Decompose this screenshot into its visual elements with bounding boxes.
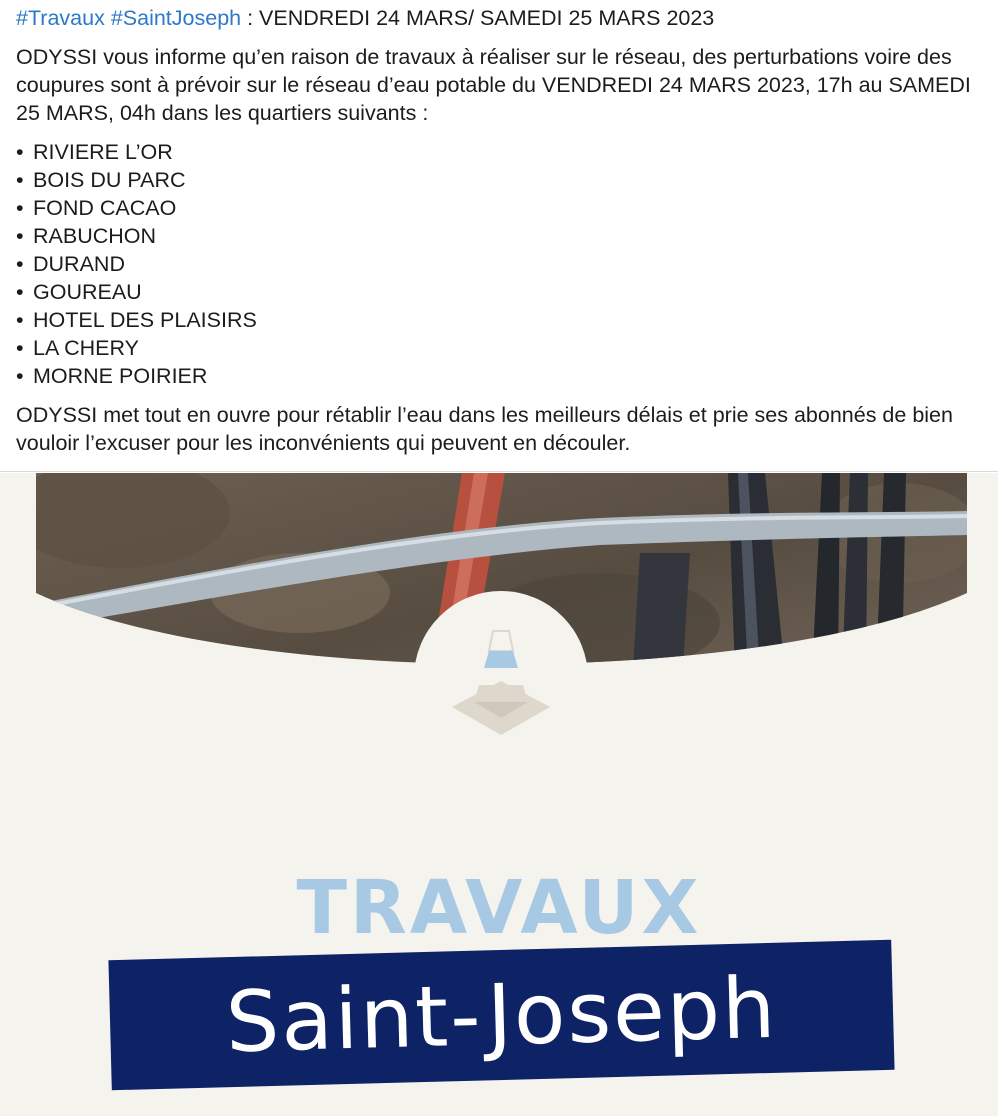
banner-text: Saint-Joseph xyxy=(224,958,779,1072)
list-item: • BOIS DU PARC xyxy=(16,168,186,192)
bullet: • xyxy=(16,308,24,332)
travaux-title: TRAVAUX xyxy=(296,865,702,951)
list-item: • FOND CACAO xyxy=(16,196,177,220)
closing-paragraph: ODYSSI met tout en ouvre pour rétablir l’eau dans les meilleurs délais et prie ses abonnés de bien vouloir l’excuser pour les inconvénients qui peuvent en découler. xyxy=(16,403,953,455)
bullet: • xyxy=(16,364,24,388)
bullet: • xyxy=(16,252,24,276)
hashtag-saintjoseph[interactable]: #SaintJoseph xyxy=(110,6,242,30)
neighborhood-list xyxy=(16,138,982,390)
post-headline xyxy=(16,4,982,32)
divider xyxy=(0,471,998,472)
bullet: • xyxy=(16,196,24,220)
saint-joseph-banner xyxy=(108,940,894,1090)
bullet: • xyxy=(16,224,24,248)
list-item: • RIVIERE L’OR xyxy=(16,140,173,164)
list-item: • RABUCHON xyxy=(16,224,157,248)
bullet: • xyxy=(16,168,24,192)
list-item: • LA CHERY xyxy=(16,336,139,360)
post-text xyxy=(0,0,998,472)
post-image[interactable] xyxy=(0,473,998,1116)
intro-paragraph: ODYSSI vous informe qu’en raison de travaux à réaliser sur le réseau, des perturbations voire des coupures sont à prévoir sur le réseau d’eau potable du VENDREDI 24 MARS 2023, 17h au SAMEDI 25 MARS, 04h dans les quartiers suivants : xyxy=(16,45,971,125)
hashtag-travaux[interactable]: #Travaux xyxy=(16,6,105,30)
list-item: • MORNE POIRIER xyxy=(16,364,208,388)
list-item: • DURAND xyxy=(16,252,125,276)
bullet: • xyxy=(16,280,24,304)
bullet: • xyxy=(16,336,24,360)
headline-dates: : VENDREDI 24 MARS/ SAMEDI 25 MARS 2023 xyxy=(241,6,715,30)
list-item: • HOTEL DES PLAISIRS xyxy=(16,308,257,332)
list-item: • GOUREAU xyxy=(16,280,142,304)
bullet: • xyxy=(16,140,24,164)
